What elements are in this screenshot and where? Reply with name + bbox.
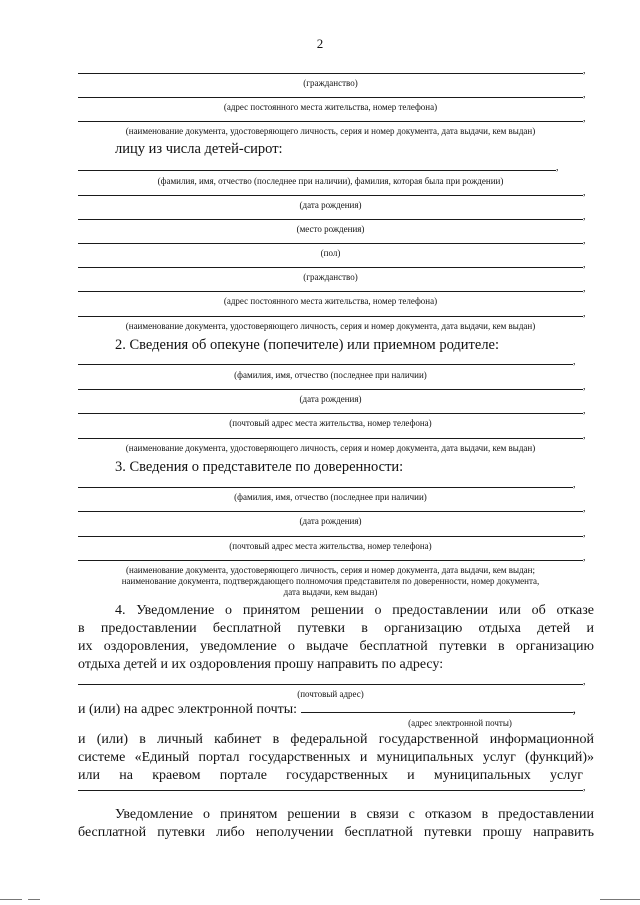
- representative-identity-caption-3: дата выдачи, кем выдан): [283, 587, 378, 597]
- guardian-address-caption: (почтовый адрес места жительства, номер телефона): [229, 418, 432, 428]
- representative-name-line[interactable]: [78, 487, 573, 488]
- line-comma: ,: [583, 676, 586, 687]
- representative-heading: 3. Сведения о представителе по доверенности:: [115, 459, 404, 475]
- line-comma: ,: [572, 702, 577, 717]
- refusal-line-1: Уведомление о принятом решении в связи с отказом в предоставлении: [115, 807, 594, 822]
- orphan-name-caption: (фамилия, имя, отчество (последнее при наличии), фамилия, которая была при рождении): [157, 176, 504, 186]
- scan-edge-mark: [28, 899, 40, 900]
- line-comma: ,: [583, 113, 586, 124]
- identity-document-line[interactable]: [78, 121, 583, 122]
- scan-edge-mark: [600, 899, 640, 900]
- orphan-sex-line[interactable]: [78, 243, 583, 244]
- section-4-paragraph: [78, 602, 594, 674]
- line-comma: ,: [583, 405, 586, 416]
- guardian-name-line[interactable]: [78, 364, 573, 365]
- line-comma: ,: [583, 528, 586, 539]
- representative-identity-caption-2: наименование документа, подтверждающего полномочия представителя по доверенности, номер документа,: [121, 576, 540, 586]
- cabinet-line-1: и (или) в личный кабинет в федеральной государственной информационной: [78, 732, 594, 747]
- line-comma: ,: [583, 283, 586, 294]
- orphan-address-line[interactable]: [78, 291, 583, 292]
- orphan-identity-caption: (наименование документа, удостоверяющего личность, серия и номер документа, дата выдачи, кем выдан): [125, 321, 536, 331]
- email-label: и (или) на адрес электронной почты:: [78, 702, 298, 717]
- line-comma: ,: [583, 89, 586, 100]
- address-caption: (адрес постоянного места жительства, номер телефона): [223, 102, 438, 112]
- postal-address-line[interactable]: [78, 684, 583, 685]
- orphan-address-caption: (адрес постоянного места жительства, номер телефона): [223, 296, 438, 306]
- representative-name-caption: (фамилия, имя, отчество (последнее при наличии): [234, 492, 427, 502]
- guardian-identity-line[interactable]: [78, 438, 583, 439]
- section-4-line-4: отдыха детей и их оздоровления прошу направить по адресу:: [78, 657, 444, 672]
- orphan-sex-caption: (пол): [320, 248, 341, 258]
- orphan-birth-date-line[interactable]: [78, 195, 583, 196]
- line-comma: ,: [583, 259, 586, 270]
- line-comma: ,: [583, 430, 586, 441]
- line-comma: ,: [583, 782, 586, 793]
- line-comma: ,: [583, 503, 586, 514]
- line-comma: ,: [573, 356, 576, 367]
- section-4-line-1: 4. Уведомление о принятом решении о предоставлении или об отказе: [115, 603, 594, 618]
- cabinet-paragraph: [78, 731, 594, 785]
- orphan-birth-date-caption: (дата рождения): [299, 200, 362, 210]
- line-comma: ,: [583, 552, 586, 563]
- section-4-line-3: их оздоровления, уведомление о выдаче бесплатной путевки в организацию: [78, 639, 594, 654]
- line-comma: ,: [583, 235, 586, 246]
- line-comma: ,: [583, 381, 586, 392]
- line-comma: ,: [583, 211, 586, 222]
- guardian-heading: 2. Сведения об опекуне (попечителе) или приемном родителе:: [115, 337, 500, 353]
- representative-address-line[interactable]: [78, 536, 583, 537]
- guardian-name-caption: (фамилия, имя, отчество (последнее при наличии): [234, 370, 427, 380]
- orphan-birth-place-line[interactable]: [78, 219, 583, 220]
- line-comma: ,: [573, 479, 576, 490]
- refusal-paragraph: [78, 806, 594, 842]
- guardian-birth-date-caption: (дата рождения): [299, 394, 362, 404]
- orphan-citizenship-caption: (гражданство): [303, 272, 358, 282]
- representative-address-caption: (почтовый адрес места жительства, номер телефона): [229, 541, 432, 551]
- scan-edge-mark: [0, 899, 22, 900]
- orphan-citizenship-line[interactable]: [78, 267, 583, 268]
- email-row: [78, 701, 576, 719]
- representative-identity-line[interactable]: [78, 560, 583, 561]
- line-comma: ,: [556, 162, 559, 173]
- cabinet-line-3: или на краевом портале государственных и муниципальных услуг: [78, 768, 583, 783]
- refusal-line-2: бесплатной путевки либо неполучении бесплатной путевки прошу направить: [78, 825, 594, 840]
- representative-birth-date-caption: (дата рождения): [299, 516, 362, 526]
- representative-identity-caption-1: (наименование документа, удостоверяющего личность, серия и номер документа, дата выдачи, кем выдан;: [126, 565, 535, 575]
- line-comma: ,: [583, 65, 586, 76]
- citizenship-caption: (гражданство): [303, 78, 358, 88]
- identity-document-caption: (наименование документа, удостоверяющего личность, серия и номер документа, дата выдачи, кем выдан): [125, 126, 536, 136]
- postal-address-caption: (почтовый адрес): [297, 689, 364, 699]
- orphan-name-line[interactable]: [78, 170, 556, 171]
- address-line[interactable]: [78, 97, 583, 98]
- guardian-birth-date-line[interactable]: [78, 389, 583, 390]
- email-caption: (адрес электронной почты): [408, 718, 512, 728]
- guardian-address-line[interactable]: [78, 413, 583, 414]
- line-comma: ,: [583, 187, 586, 198]
- page-number: 2: [316, 36, 324, 51]
- representative-birth-date-line[interactable]: [78, 511, 583, 512]
- orphan-identity-line[interactable]: [78, 316, 583, 317]
- portal-line[interactable]: [78, 790, 583, 791]
- section-4-line-2: в предоставлении бесплатной путевки в организацию отдыха детей и: [78, 621, 594, 636]
- line-comma: ,: [583, 308, 586, 319]
- orphan-birth-place-caption: (место рождения): [296, 224, 365, 234]
- email-input-line[interactable]: [301, 701, 573, 713]
- citizenship-line[interactable]: [78, 73, 583, 74]
- guardian-identity-caption: (наименование документа, удостоверяющего личность, серия и номер документа, дата выдачи, кем выдан): [125, 443, 536, 453]
- cabinet-line-2: системе «Единый портал государственных и муниципальных услуг (функций)»: [78, 750, 594, 765]
- orphan-heading: лицу из числа детей-сирот:: [115, 141, 283, 157]
